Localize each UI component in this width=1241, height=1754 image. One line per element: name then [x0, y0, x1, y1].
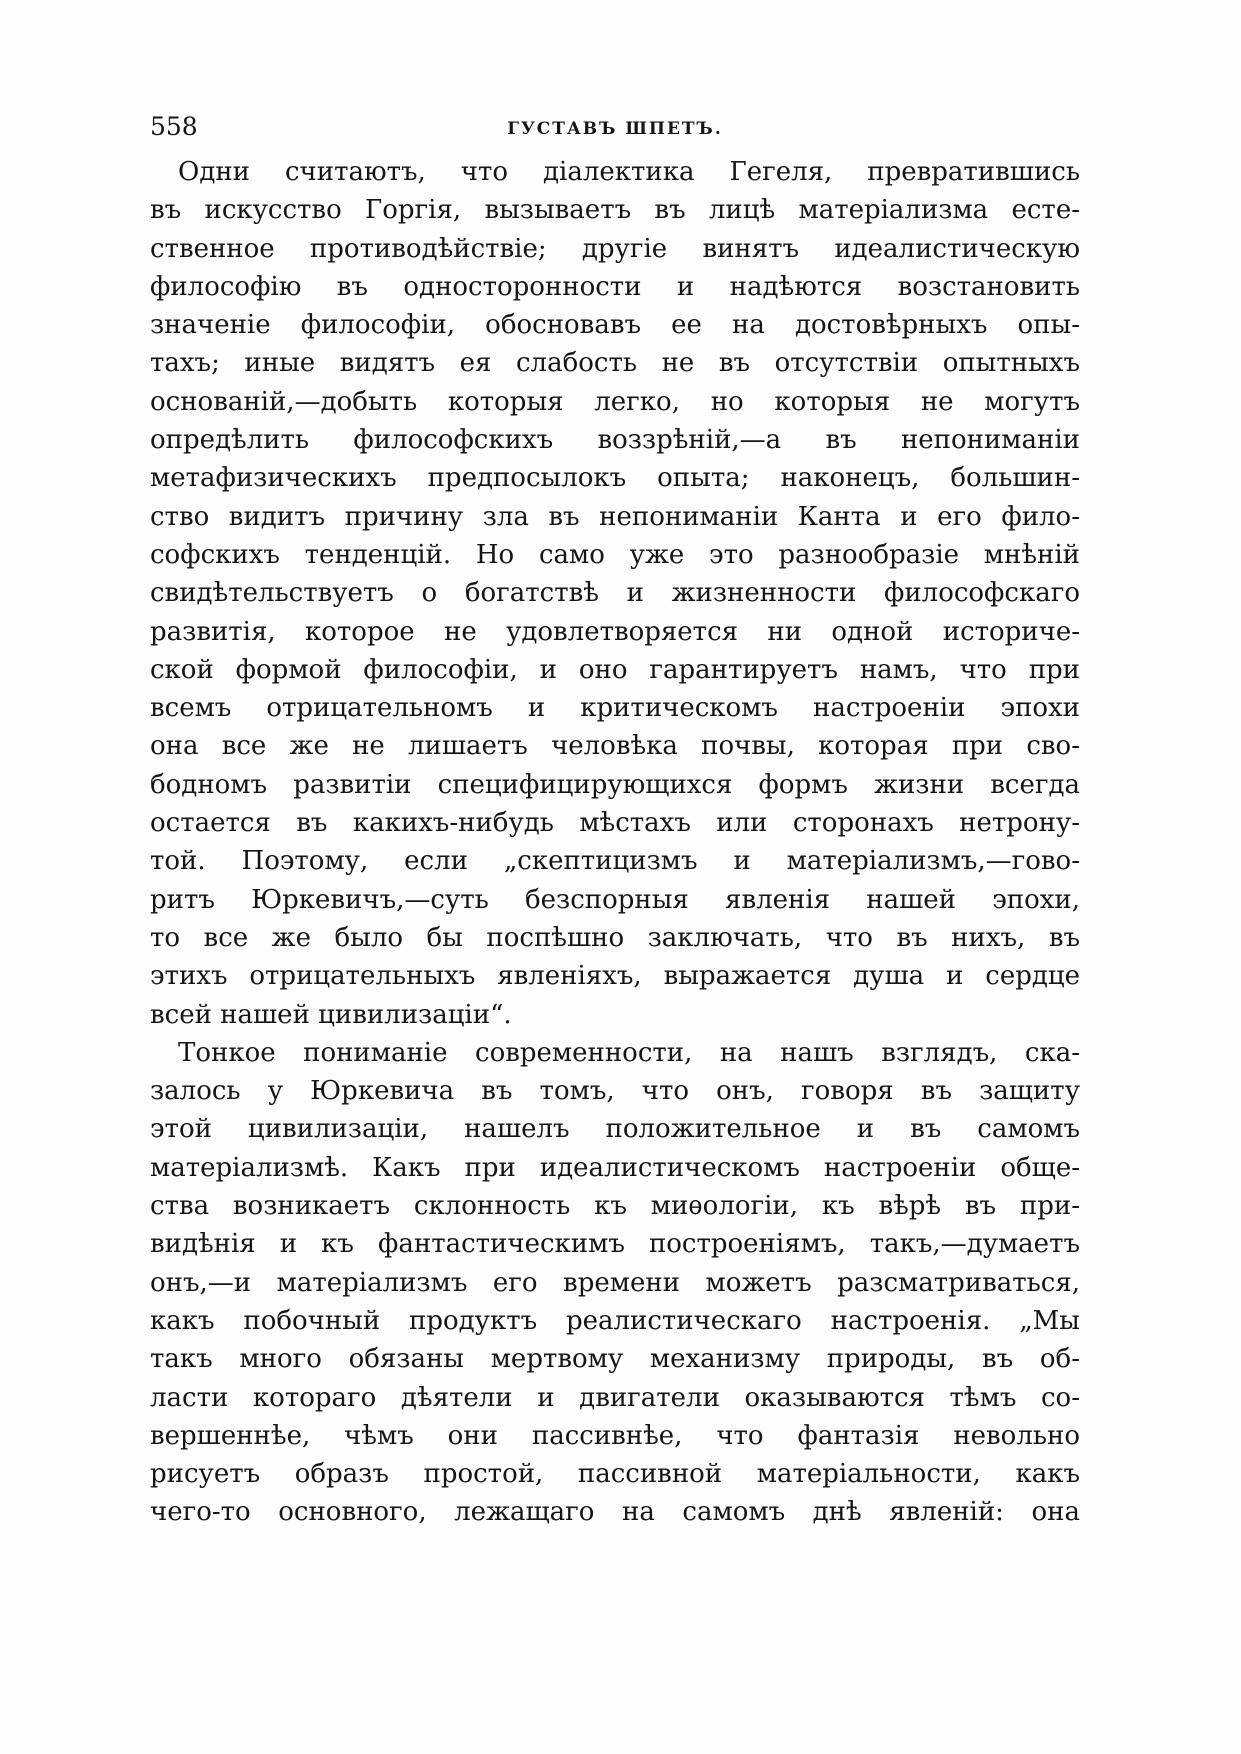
- text-line: чего-то основного, лежащаго на самомъ днѣ явленій: она: [150, 1497, 1080, 1528]
- text-line: всемъ отрицательномъ и критическомъ настроеніи эпохи: [150, 693, 1080, 724]
- page-number: 558: [150, 112, 198, 141]
- text-line: какъ побочный продуктъ реалистическаго настроенія. „Мы: [150, 1305, 1080, 1336]
- text-line: ской формой философіи, и оно гарантируетъ намъ, что при: [150, 654, 1080, 685]
- text-line: ласти котораго дѣятели и двигатели оказываются тѣмъ со-: [150, 1382, 1080, 1413]
- text-line: метафизическихъ предпосылокъ опыта; наконецъ, большин-: [150, 463, 1080, 494]
- text-line: видѣнія и къ фантастическимъ построеніямъ, такъ,—думаетъ: [150, 1229, 1080, 1260]
- text-line: софскихъ тенденцій. Но само уже это разнообразіе мнѣній: [150, 539, 1080, 570]
- paragraph-2: [150, 1034, 1080, 1532]
- running-head: [150, 112, 1080, 146]
- text-line: матеріализмѣ. Какъ при идеалистическомъ настроеніи обще-: [150, 1152, 1080, 1183]
- text-line: Одни считаютъ, что діалектика Гегеля, превратившись: [178, 157, 1080, 187]
- text-line: ства возникаетъ склонность къ миѳологіи, къ вѣрѣ въ при-: [150, 1191, 1080, 1222]
- text-line: той. Поэтому, если „скептицизмъ и матеріализмъ,—гово-: [150, 846, 1080, 877]
- text-line: значеніе философіи, обосновавъ ее на достовѣрныхъ опы-: [150, 310, 1080, 341]
- text-line: такъ много обязаны мертвому механизму природы, въ об-: [150, 1344, 1080, 1375]
- text-line: рисуетъ образъ простой, пассивной матеріальности, какъ: [150, 1459, 1080, 1490]
- text-line: тахъ; иные видятъ ея слабость не въ отсутствіи опытныхъ: [150, 348, 1080, 379]
- paragraph-1: [150, 153, 1080, 1034]
- text-line: философію въ односторонности и надѣются возстановить: [150, 271, 1080, 302]
- text-line: онъ,—и матеріализмъ его времени можетъ разсматриваться,: [150, 1267, 1080, 1298]
- text-line: всей нашей цивилизаціи“.: [150, 999, 512, 1030]
- text-line: ственное противодѣйствіе; другіе винятъ идеалистическую: [150, 233, 1080, 264]
- body-text: [150, 153, 1080, 1532]
- text-line: опредѣлить философскихъ воззрѣній,—а въ непониманіи: [150, 425, 1080, 456]
- text-line: этихъ отрицательныхъ явленіяхъ, выражается душа и сердце: [150, 961, 1080, 992]
- text-line: ство видитъ причину зла въ непониманіи Канта и его фило-: [150, 501, 1080, 532]
- text-line: свидѣтельствуетъ о богатствѣ и жизненности философскаго: [150, 578, 1080, 609]
- text-line: основаній,—добыть которыя легко, но которыя не могутъ: [150, 386, 1080, 417]
- running-title: ГУСТАВЪ ШПЕТЪ.: [507, 119, 723, 139]
- text-line: развитія, которое не удовлетворяется ни одной историче-: [150, 616, 1080, 647]
- text-line: вершеннѣе, чѣмъ они пассивнѣе, что фантазія невольно: [150, 1420, 1080, 1451]
- text-line: Тонкое пониманіе современности, на нашъ взглядъ, ска-: [178, 1037, 1080, 1068]
- text-line: остается въ какихъ-нибудь мѣстахъ или сторонахъ нетрону-: [150, 808, 1080, 839]
- text-line: въ искусство Горгія, вызываетъ въ лицѣ матеріализма есте-: [150, 195, 1080, 226]
- text-line: она все же не лишаетъ человѣка почвы, которая при сво-: [150, 731, 1080, 762]
- text-line: залось у Юркевича въ томъ, что онъ, говоря въ защиту: [150, 1076, 1080, 1107]
- text-line: то все же было бы поспѣшно заключать, что въ нихъ, въ: [150, 922, 1080, 953]
- text-line: ритъ Юркевичъ,—суть безспорныя явленія нашей эпохи,: [150, 884, 1080, 915]
- text-line: бодномъ развитіи специфицирующихся формъ жизни всегда: [150, 769, 1080, 800]
- text-line: этой цивилизаціи, нашелъ положительное и въ самомъ: [150, 1114, 1080, 1145]
